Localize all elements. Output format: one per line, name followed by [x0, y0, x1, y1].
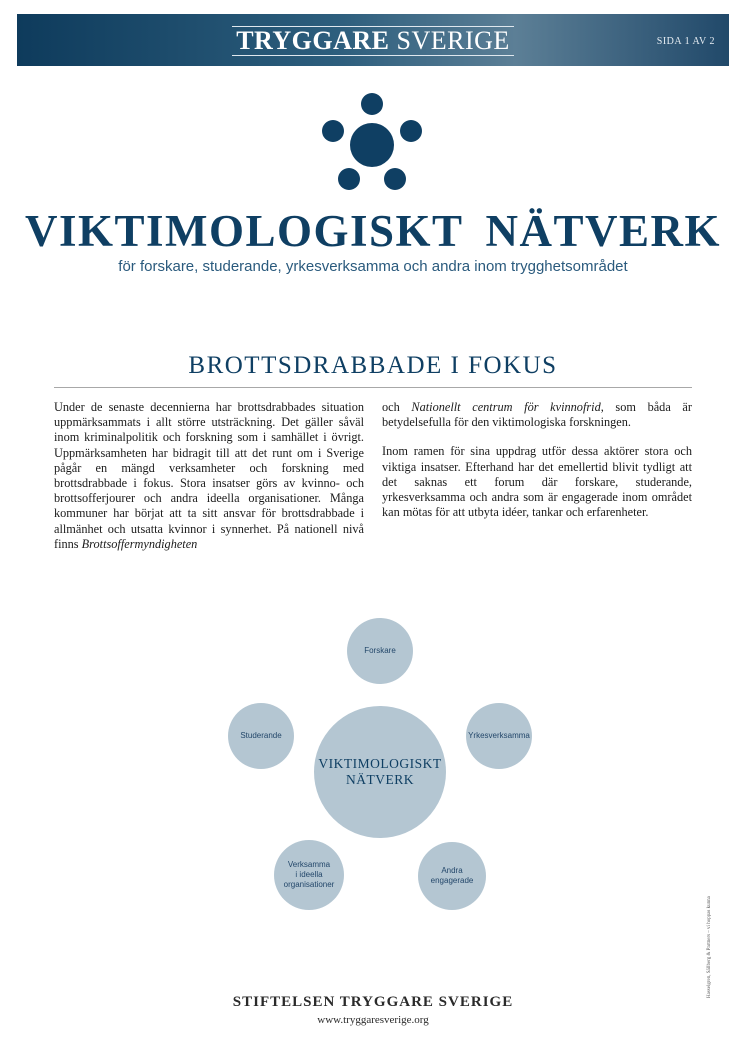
- diagram-hub: VIKTIMOLOGISKT NÄTVERK: [314, 706, 446, 838]
- page-indicator: SIDA 1 AV 2: [656, 36, 715, 47]
- footer-organization: STIFTELSEN TRYGGARE SVERIGE: [232, 994, 514, 1010]
- diagram-node-forskare: Forskare: [347, 618, 413, 684]
- diagram-node-studerande: Studerande: [228, 703, 294, 769]
- section-heading: BROTTSDRABBADE I FOKUS: [188, 352, 558, 379]
- brand-name: TRYGGARE SVERIGE: [17, 26, 729, 56]
- body-paragraph: och Nationellt centrum för kvinnofrid, som båda är betydelsefulla för den viktimologiska forskningen.: [382, 400, 692, 430]
- diagram-node-andra-engagerade: Andra engagerade: [418, 842, 486, 910]
- diagram-node-yrkesverksamma: Yrkesverksamma: [466, 703, 532, 769]
- diagram-node-verksamma-ideella: Verksamma i ideella organisationer: [274, 840, 344, 910]
- print-credit: Hasselgren, Sällberg & Partners – vi hoppas kunna: [707, 896, 712, 998]
- body-paragraph: Inom ramen för sina uppdrag utför dessa aktörer stora och viktiga insatser. Efterhand har det emellertid blivit tydligt att det saknas ett forum där forskare, studerande, yrkesverksamma och andra som är engagerade inom området kan mötas för att utbyta idéer, tankar och erfarenheter.: [382, 444, 692, 520]
- footer-url[interactable]: www.tryggaresverige.org: [317, 1014, 429, 1026]
- page-subtitle: för forskare, studerande, yrkesverksamma och andra inom trygghetsområdet: [118, 258, 628, 275]
- page-title: VIKTIMOLOGISKT NÄTVERK: [24, 206, 722, 256]
- body-paragraph: Under de senaste decennierna har brottsdrabbades situation uppmärksammats i allt större utsträckning. Det gäller såväl inom kriminalpolitik och forskning som i samhället i övrigt. Uppmärksamheten har bidragit till att det runt om i Sverige pågår en mängd verksamheter och forskning med brottsdrabbade i fokus. Stora insatser görs av kvinno- och brottsofferjourer och andra ideella organisationer. Många kommuner har börjat att ta sitt ansvar för brottsdrabbade i allmänhet och utsatta kvinnor i synnerhet. På nationell nivå finns Brottsoffermyndigheten: [54, 400, 364, 551]
